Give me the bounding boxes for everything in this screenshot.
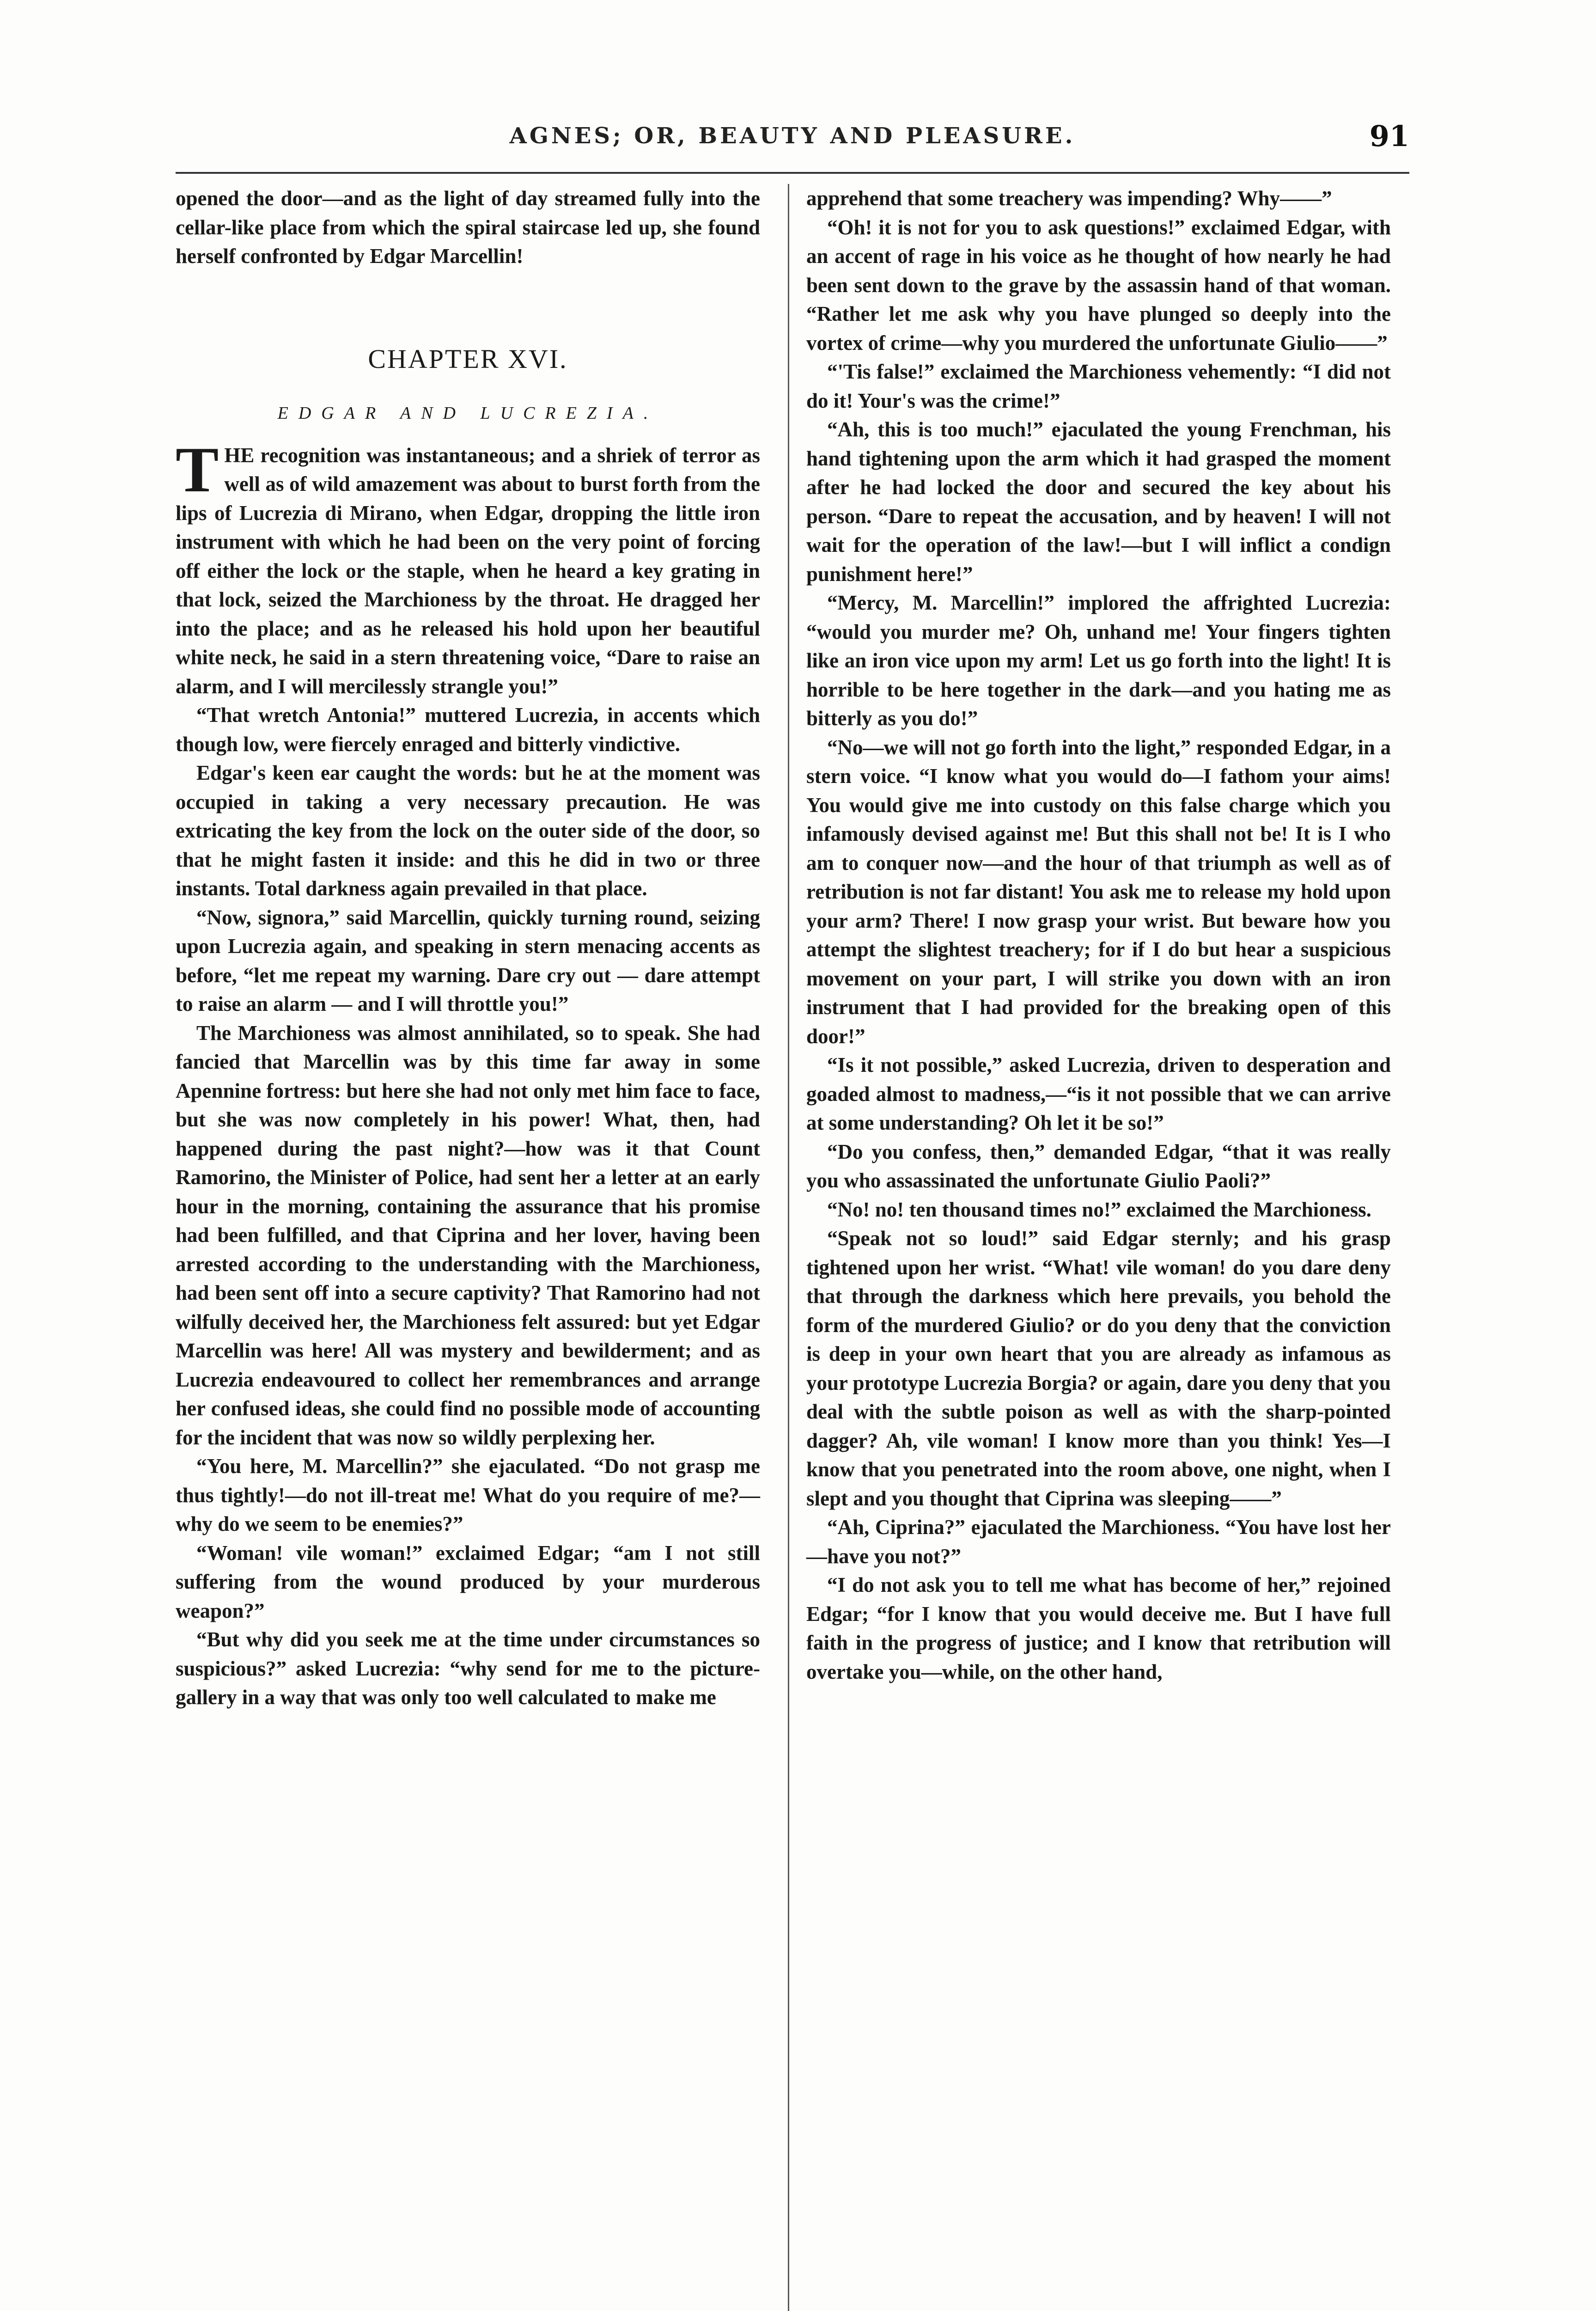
column-divider bbox=[788, 184, 789, 2311]
paragraph: “Now, signora,” said Marcellin, quickly turning round, seizing upon Lucrezia again, and speaking in stern menacing accents as before, “let me repeat my warning. Dare cry out — dare attempt to raise an alarm — and I will throttle you!” bbox=[176, 905, 760, 1015]
paragraph: “Ah, Ciprina?” ejaculated the Marchioness. “You have lost her—have you not?” bbox=[806, 1516, 1391, 1568]
header-rule bbox=[176, 172, 1409, 174]
chapter-subtitle: EDGAR AND LUCREZIA. bbox=[277, 404, 658, 423]
right-column bbox=[806, 184, 1391, 1686]
paragraph: “That wretch Antonia!” muttered Lucrezia, in accents which though low, were fiercely enraged and bitterly vindictive. bbox=[176, 703, 760, 756]
page-number: 91 bbox=[1369, 119, 1409, 153]
page-header bbox=[176, 119, 1409, 161]
paragraph: “Speak not so loud!” said Edgar sternly; and his grasp tightened upon her wrist. “What! vile woman! do you dare deny that through the darkness which here prevails, you behold the form of the murdered Giulio? or do you deny that the conviction is deep in your own heart that you are already as infamous as your prototype Lucrezia Borgia? or again, dare you deny that you deal with the subtle poison as well as with the sharp-pointed dagger? Ah, vile woman! I know more than you think! Yes—I know that you penetrated into the room above, one night, when I slept and you thought that Ciprina was sleeping——” bbox=[806, 1227, 1391, 1510]
paragraph: “I do not ask you to tell me what has become of her,” rejoined Edgar; “for I know that you would deceive me. But I have full faith in the progress of justice; and I know that retribution will overtake you—while, on the other hand, bbox=[806, 1573, 1391, 1683]
paragraph: “'Tis false!” exclaimed the Marchioness vehemently: “I did not do it! Your's was the crime!” bbox=[806, 360, 1391, 412]
paragraph: Edgar's keen ear caught the words: but he at the moment was occupied in taking a very necessary precaution. He was extricating the key from the lock on the outer side of the door, so that he might fasten it inside: and this he did in two or three instants. Total darkness again prevailed in that place. bbox=[176, 761, 760, 900]
opening-paragraph bbox=[176, 434, 760, 701]
paragraph: The Marchioness was almost annihilated, so to speak. She had fancied that Marcellin was by this time far away in some Apennine fortress: but here she had not only met him face to face, but she was now completely in his power! What, then, had happened during the past night?—how was it that Count Ramorino, the Minister of Police, had sent her a letter at an early hour in the morning, containing the assurance that his promise had been fulfilled, and that Ciprina and her lover, having been arrested according to the understanding with the Marchioness, had been sent off into a secure captivity? That Ramorino had not wilfully deceived her, the Marchioness felt assured: but yet Edgar Marcellin was here! All was mystery and bewilderment; and as Lucrezia endeavoured to collect her remembrances and arrange her confused ideas, she could find no possible mode of accounting for the incident that was now so wildly perplexing her. bbox=[176, 1021, 760, 1449]
paragraph: “Ah, this is too much!” ejaculated the young Frenchman, his hand tightening upon the arm which it had grasped the moment after he had locked the door and secured the key about his person. “Dare to repeat the accusation, and by heaven! I will not wait for the operation of the law!—but I will inflict a condign punishment here!” bbox=[806, 418, 1391, 586]
paragraph: opened the door—and as the light of day streamed fully into the cellar-like place from which the spiral staircase led up, she found herself confronted by Edgar Marcellin! bbox=[176, 187, 760, 268]
paragraph: apprehend that some treachery was impending? Why——” bbox=[806, 187, 1332, 210]
paragraph-text: HE recognition was instantaneous; and a shriek of terror as well as of wild amazement was about to burst forth from the lips of Lucrezia di Mirano, when Edgar, dropping the little iron instrument with which he had been on the very point of forcing off either the lock or the staple, when he heard a key grating in that lock, seized the Marchioness by the throat. He dragged her into the place; and as he released his hold upon her beautiful white neck, he said in a stern threatening voice, “Dare to raise an alarm, and I will mercilessly strangle you!” bbox=[176, 443, 760, 698]
paragraph: “You here, M. Marcellin?” she ejaculated. “Do not grasp me thus tightly!—do not ill-treat me! What do you require of me?—why do we seem to be enemies?” bbox=[176, 1455, 760, 1535]
paragraph: “Do you confess, then,” demanded Edgar, “that it was really you who assassinated the unfortunate Giulio Paoli?” bbox=[806, 1140, 1391, 1192]
paragraph: “Oh! it is not for you to ask questions!” exclaimed Edgar, with an accent of rage in his voice as he thought of how nearly he had been sent down to the grave by the assassin hand of that woman. “Rather let me ask why you have plunged so deeply into the vortex of crime—why you murdered the unfortunate Giulio——” bbox=[806, 215, 1391, 355]
left-column bbox=[176, 184, 760, 1712]
paragraph: “Mercy, M. Marcellin!” implored the affrighted Lucrezia: “would you murder me? Oh, unhand me! Your fingers tighten like an iron vice upon my arm! Let us go forth into the light! It is horrible to be here together in the dark—and you hating me as bitterly as you do!” bbox=[806, 591, 1391, 730]
running-title: AGNES; OR, BEAUTY AND PLEASURE. bbox=[509, 123, 1076, 149]
paragraph: “Woman! vile woman!” exclaimed Edgar; “am I not still suffering from the wound produced by your murderous weapon?” bbox=[176, 1541, 760, 1622]
chapter-title: CHAPTER XVI. bbox=[368, 343, 568, 374]
paragraph: “But why did you seek me at the time under circumstances so suspicious?” asked Lucrezia: “why send for me to the picture-gallery in a way that was only too well calculated to make me bbox=[176, 1628, 760, 1709]
paragraph: “No! no! ten thousand times no!” exclaimed the Marchioness. bbox=[827, 1198, 1371, 1221]
paragraph: “No—we will not go forth into the light,” responded Edgar, in a stern voice. “I know what you would do—I fathom your aims! You would give me into custody on this false charge which you infamously devised against me! But this shall not be! It is I who am to conquer now—and the hour of that triumph as well as of retribution is not far distant! You ask me to release my hold upon your arm? There! I now grasp your wrist. But beware how you attempt the slightest treachery; for if I do but hear a suspicious movement on your part, I will strike you down with an iron instrument that I had provided for the breaking open of this door!” bbox=[806, 735, 1391, 1048]
paragraph: “Is it not possible,” asked Lucrezia, driven to desperation and goaded almost to madness,—“is it not possible that we can arrive at some understanding? Oh let it be so!” bbox=[806, 1053, 1391, 1134]
drop-cap: T bbox=[176, 434, 219, 506]
